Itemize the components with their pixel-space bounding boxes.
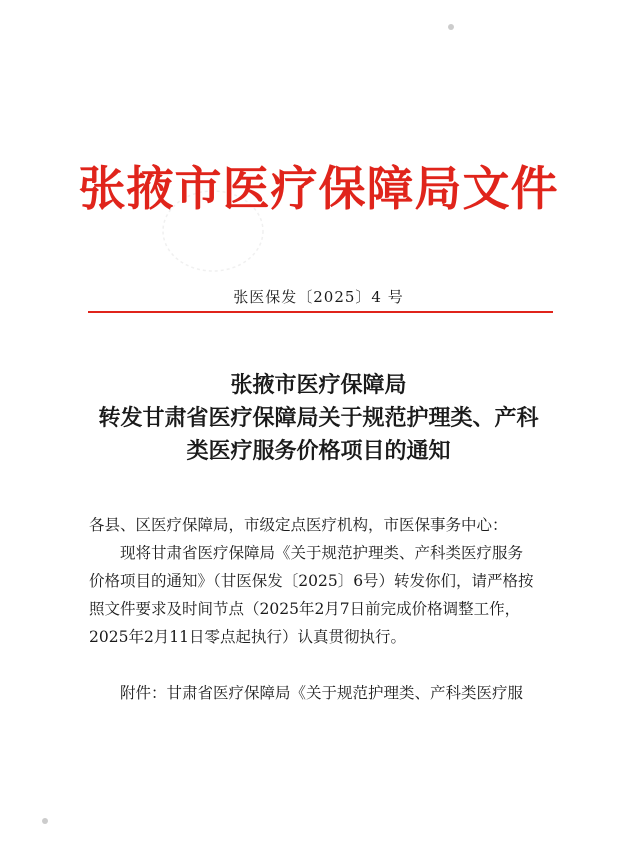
salutation: 各县、区医疗保障局，市级定点医疗机构，市医保事务中心： xyxy=(89,516,508,534)
paragraph-gap xyxy=(89,651,559,679)
masthead-title: 张掖市医疗保障局文件 xyxy=(78,162,559,217)
title-line-1: 张掖市医疗保障局 xyxy=(230,372,407,398)
paragraph-line-3: 照文件要求及时间节点（2025年2月7日前完成价格调整工作， xyxy=(89,600,521,618)
paragraph-line-2: 价格项目的通知》（甘医保发〔2025〕6号）转发你们，请严格按 xyxy=(89,572,534,590)
attachment-line: 附件：甘肃省医疗保障局《关于规范护理类、产科类医疗服 xyxy=(120,684,524,702)
red-divider-rule xyxy=(88,311,553,313)
notice-title xyxy=(0,369,637,468)
title-line-3: 类医疗服务价格项目的通知 xyxy=(186,438,451,464)
title-line-2: 转发甘肃省医疗保障局关于规范护理类、产科 xyxy=(98,405,539,431)
scan-dot-bottom-left xyxy=(42,818,48,824)
paragraph-line-4: 2025年2月11日零点起执行）认真贯彻执行。 xyxy=(89,628,407,646)
document-number: 张医保发〔2025〕4 号 xyxy=(233,288,404,306)
notice-body xyxy=(89,511,559,707)
scan-dot-top-right xyxy=(448,24,454,30)
paragraph-line-1: 现将甘肃省医疗保障局《关于规范护理类、产科类医疗服务 xyxy=(120,544,524,562)
